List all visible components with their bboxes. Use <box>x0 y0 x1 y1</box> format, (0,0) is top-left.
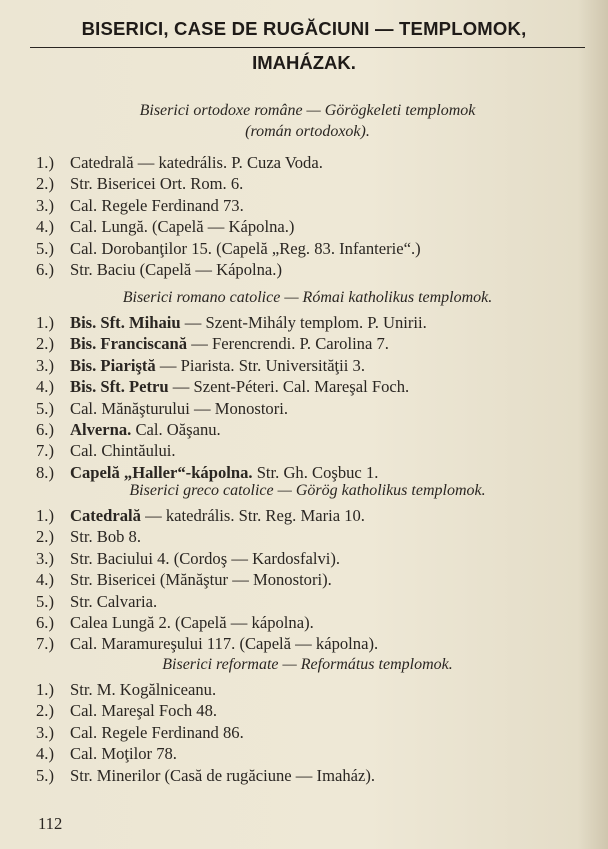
item-number: 6.) <box>36 613 54 632</box>
item-text: Cal. Moţilor 78. <box>70 744 177 764</box>
item-number: 4.) <box>36 744 54 764</box>
list-item <box>36 743 177 764</box>
list-item <box>36 216 294 237</box>
item-number: 2.) <box>36 334 54 354</box>
item-number: 1.) <box>36 680 54 699</box>
item-number: 2.) <box>36 174 54 194</box>
item-text: — katedrális. Str. Reg. Maria 10. <box>140 506 365 525</box>
item-text: Str. Baciului 4. (Cordoş — Kardosfalvi). <box>70 548 341 568</box>
list-item <box>36 440 176 461</box>
item-text: Str. Bisericei (Mănăştur — Monostori). <box>70 570 332 590</box>
list-item <box>36 700 217 721</box>
item-text: Catedrală — katedrális. P. Cuza Voda. <box>70 153 323 172</box>
item-number: 3.) <box>36 722 54 742</box>
item-bold-name: Catedrală <box>70 506 141 525</box>
item-number: 4.) <box>36 377 54 397</box>
item-number: 5.) <box>36 398 54 418</box>
item-text: Cal. Regele Ferdinand 73. <box>70 195 244 215</box>
item-bold-name: Bis. Sft. Mihaiu <box>70 313 181 332</box>
item-number: 5.) <box>36 238 54 258</box>
item-number: 3.) <box>36 355 54 375</box>
item-text: Str. Gh. Coşbuc 1. <box>252 462 379 482</box>
list-item <box>36 569 332 590</box>
page-number: 112 <box>38 814 63 833</box>
list-item <box>36 419 221 440</box>
item-text: — Szent-Péteri. Cal. Mareşal Foch. <box>168 377 410 397</box>
item-bold-name: Alverna. <box>70 420 132 439</box>
item-number: 4.) <box>36 217 54 237</box>
list-item <box>36 591 157 612</box>
item-text: — Ferencrendi. P. Carolina 7. <box>187 334 389 354</box>
list-item <box>36 633 378 654</box>
item-text: — Szent-Mihály templom. P. Unirii. <box>180 313 427 332</box>
item-number: 3.) <box>36 548 54 568</box>
item-text: Calea Lungă 2. (Capelă — kápolna). <box>70 613 314 632</box>
list-item <box>36 195 244 216</box>
list-item <box>36 259 282 280</box>
item-text: Cal. Mareşal Foch 48. <box>70 701 218 721</box>
item-bold-name: Bis. Sft. Petru <box>70 377 169 397</box>
header-line-1: BISERICI, CASE DE RUGĂCIUNI — TEMPLOMOK, <box>81 18 527 39</box>
list-item <box>36 505 365 526</box>
item-bold-name: Capelă „Haller“-kápolna. <box>70 462 253 482</box>
item-text: — Piarista. Str. Universităţii 3. <box>155 355 365 375</box>
section-title: Biserici reformate — Református templomok. <box>162 656 453 673</box>
item-text: Cal. Regele Ferdinand 86. <box>70 722 244 742</box>
list-item <box>36 398 288 419</box>
item-bold-name: Bis. Franciscană <box>70 334 188 354</box>
item-number: 4.) <box>36 570 54 590</box>
item-number: 7.) <box>36 634 54 654</box>
list-item <box>36 679 216 700</box>
item-number: 1.) <box>36 153 54 172</box>
item-number: 2.) <box>36 527 54 547</box>
item-text: Cal. Oăşanu. <box>131 420 221 439</box>
item-number: 6.) <box>36 420 54 439</box>
section-title: Biserici greco catolice — Görög katholikus templomok. <box>129 482 486 499</box>
item-text: Str. M. Kogălniceanu. <box>70 680 217 699</box>
item-number: 2.) <box>36 701 54 721</box>
section-title-continuation: (román ortodoxok). <box>245 123 370 140</box>
item-number: 5.) <box>36 591 54 611</box>
item-number: 1.) <box>36 313 54 332</box>
list-item <box>36 548 340 569</box>
item-bold-name: Bis. Piariştă <box>70 355 156 375</box>
section-title: Biserici ortodoxe române — Görögkeleti templomok <box>139 102 476 119</box>
item-text: Cal. Dorobanţilor 15. (Capelă „Reg. 83. Infanterie“.) <box>70 238 421 258</box>
item-number: 7.) <box>36 441 54 461</box>
list-item <box>36 526 141 547</box>
list-item <box>36 355 365 376</box>
item-text: Cal. Chintăului. <box>70 441 176 461</box>
list-item <box>36 312 427 333</box>
page-header <box>0 18 608 40</box>
list-item <box>36 152 323 173</box>
item-number: 5.) <box>36 765 54 785</box>
item-text: Cal. Lungă. (Capelă — Kápolna.) <box>70 217 295 237</box>
item-text: Str. Baciu (Capelă — Kápolna.) <box>70 260 282 279</box>
item-text: Cal. Maramureşului 117. (Capelă — kápolna). <box>70 634 379 654</box>
list-item <box>36 173 243 194</box>
item-text: Str. Bisericei Ort. Rom. 6. <box>70 174 244 194</box>
list-item <box>36 376 409 397</box>
list-item <box>36 238 421 259</box>
header-rule <box>30 47 585 48</box>
item-number: 3.) <box>36 195 54 215</box>
item-number: 1.) <box>36 506 54 525</box>
item-number: 8.) <box>36 462 54 482</box>
item-text: Str. Calvaria. <box>70 591 158 611</box>
section-title: Biserici romano catolice — Római katholikus templomok. <box>122 289 493 306</box>
header-line-2: IMAHÁZAK. <box>252 52 356 73</box>
list-item <box>36 765 375 786</box>
list-item <box>36 333 389 354</box>
item-number: 6.) <box>36 260 54 279</box>
list-item <box>36 612 314 633</box>
item-text: Str. Bob 8. <box>70 527 142 547</box>
item-text: Str. Minerilor (Casă de rugăciune — Imaház). <box>70 765 376 785</box>
list-item <box>36 722 244 743</box>
item-text: Cal. Mănăşturului — Monostori. <box>70 398 289 418</box>
